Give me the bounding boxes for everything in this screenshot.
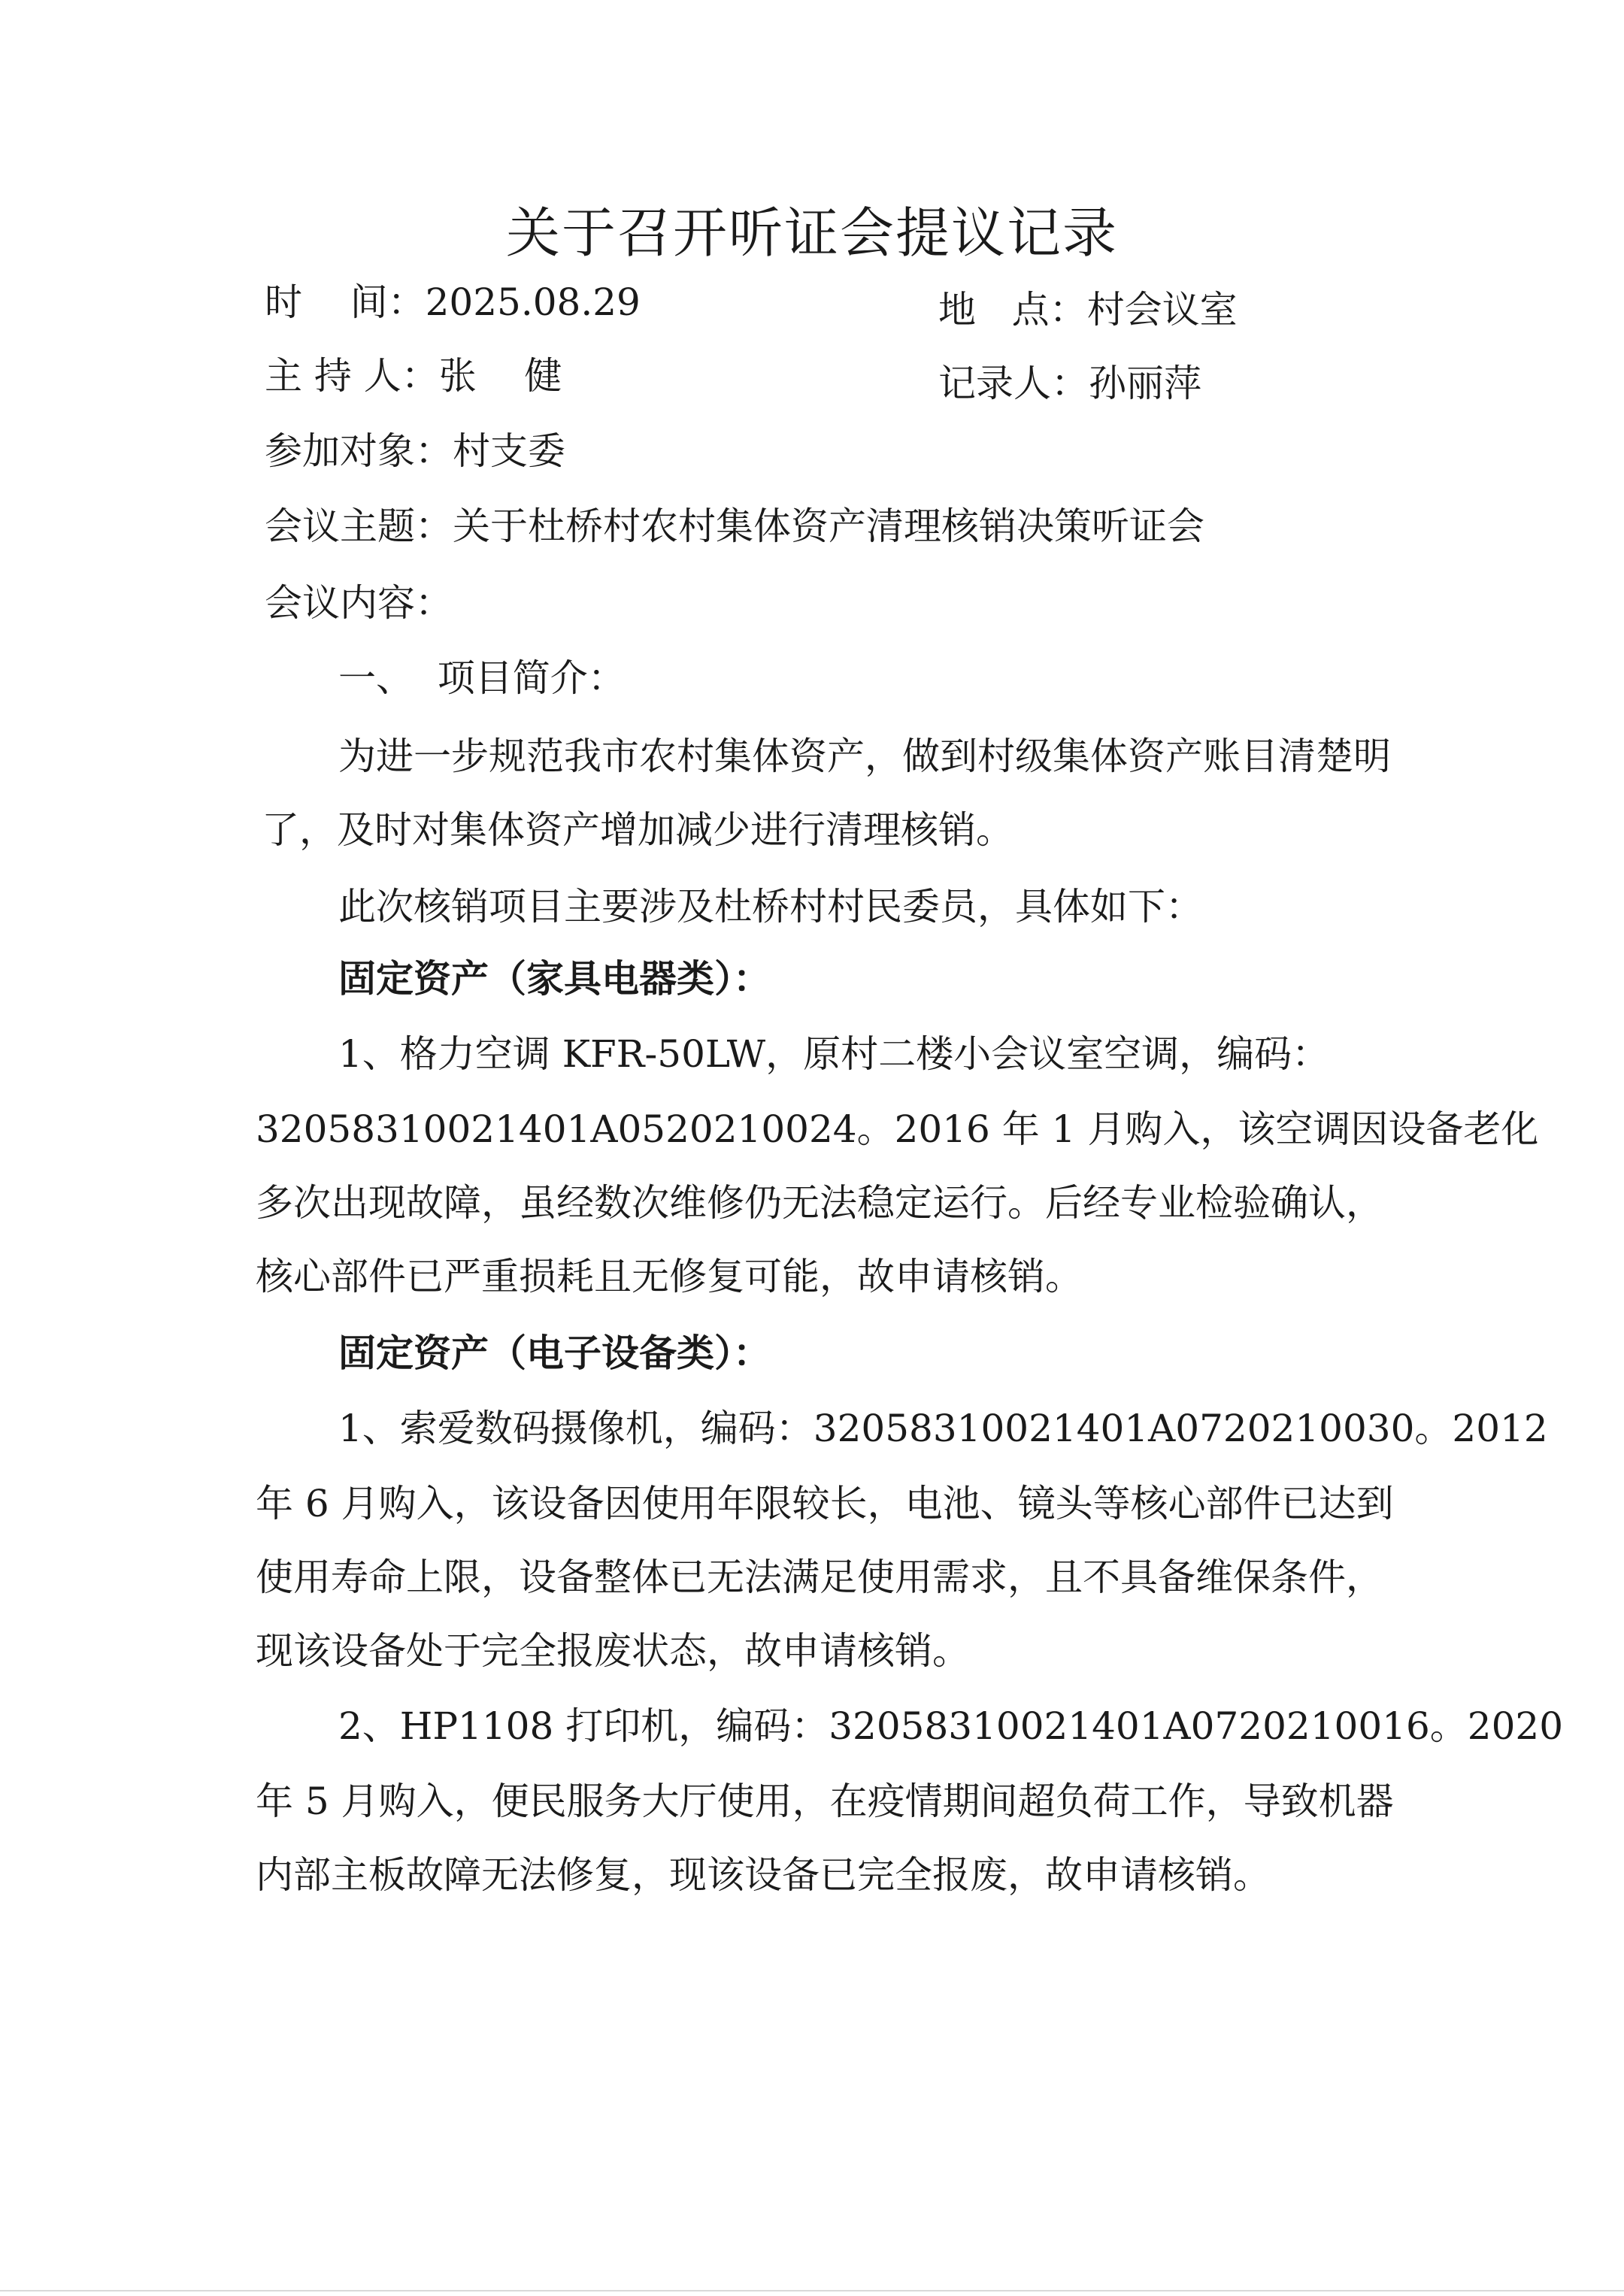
item-line: 内部主板故障无法修复，现该设备已完全报废，故申请核销。 [256, 1853, 1271, 1897]
host-label: 主 持 人： [265, 354, 439, 398]
item-line: 1、索爱数码摄像机，编码：32058310021401A0720210030。2012 [338, 1407, 1548, 1450]
item-line: 年 6 月购入，该设备因使用年限较长，电池、镜头等核心部件已达到 [256, 1482, 1394, 1525]
recorder-label: 记录人： [938, 362, 1089, 405]
item-line: 核心部件已严重损耗且无修复可能，故申请核销。 [256, 1255, 1083, 1298]
topic-label: 会议主题： [265, 504, 453, 548]
scan-edge-divider [0, 2290, 1624, 2291]
section-heading: 一、 项目简介： [338, 656, 626, 700]
participants-label: 参加对象： [265, 429, 453, 473]
item-line: 多次出现故障，虽经数次维修仍无法稳定运行。后经专业检验确认， [256, 1181, 1383, 1225]
category-heading: 固定资产（电子设备类）： [338, 1331, 771, 1375]
meeting-topic [265, 504, 1204, 549]
time-label: 时 间： [265, 280, 426, 324]
paragraph-line: 此次核销项目主要涉及杜桥村村民委员，具体如下： [338, 885, 1203, 928]
meeting-recorder [938, 361, 1201, 406]
meeting-participants [265, 429, 565, 474]
item-line: 2、HP1108 打印机，编码：32058310021401A0720210016。2020 [338, 1704, 1564, 1748]
participants-value: 村支委 [453, 429, 565, 473]
meeting-host [265, 353, 562, 398]
place-value: 村会议室 [1086, 288, 1238, 332]
meeting-content-label: 会议内容： [265, 581, 453, 625]
item-line: 年 5 月购入，便民服务大厅使用，在疫情期间超负荷工作，导致机器 [256, 1780, 1394, 1823]
item-line: 1、格力空调 KFR-50LW，原村二楼小会议室空调，编码： [338, 1032, 1330, 1076]
paragraph-line: 为进一步规范我市农村集体资产，做到村级集体资产账目清楚明 [338, 735, 1391, 778]
item-line: 32058310021401A0520210024。2016 年 1 月购入，该空调因设备老化 [256, 1107, 1539, 1151]
paragraph-line: 了，及时对集体资产增加减少进行清理核销。 [262, 808, 1013, 852]
place-label: 地 点： [938, 288, 1087, 332]
document-title: 关于召开听证会提议记录 [505, 201, 1118, 265]
item-line: 现该设备处于完全报废状态，故申请核销。 [256, 1629, 970, 1673]
time-value: 2025.08.29 [425, 280, 641, 324]
category-heading: 固定资产（家具电器类）： [338, 956, 771, 1001]
meeting-place [938, 287, 1238, 332]
recorder-value: 孙丽萍 [1089, 362, 1201, 405]
topic-value: 关于杜桥村农村集体资产清理核销决策听证会 [453, 504, 1204, 548]
meeting-time [265, 280, 641, 325]
item-line: 使用寿命上限，设备整体已无法满足使用需求，且不具备维保条件， [256, 1555, 1383, 1599]
host-value: 张 健 [438, 354, 562, 398]
